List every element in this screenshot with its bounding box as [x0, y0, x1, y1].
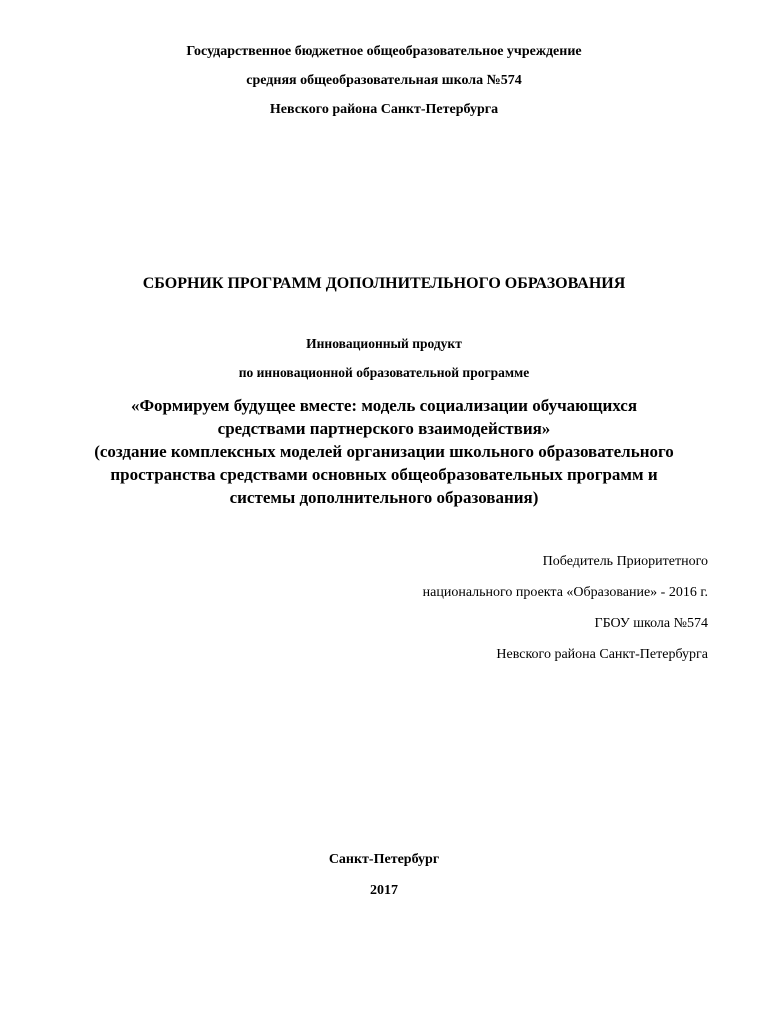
institution-line-1: Государственное бюджетное общеобразовательное учреждение	[186, 44, 582, 59]
theme-line-1: «Формируем будущее вместе: модель социализации обучающихся	[130, 396, 638, 415]
institution-line-2: средняя общеобразовательная школа №574	[246, 73, 522, 88]
award-line-1: Победитель Приоритетного	[542, 554, 708, 569]
footer-city: Санкт-Петербург	[328, 852, 440, 867]
document-title: СБОРНИК ПРОГРАММ ДОПОЛНИТЕЛЬНОГО ОБРАЗОВАНИЯ	[142, 275, 626, 292]
footer-year: 2017	[370, 883, 398, 898]
award-line-3: ГБОУ школа №574	[594, 616, 708, 631]
theme-line-3: (создание комплексных моделей организации школьного образовательного	[94, 442, 674, 461]
subtitle-line-2: по инновационной образовательной программе	[238, 365, 530, 380]
theme-line-5: системы дополнительного образования)	[229, 488, 539, 507]
award-line-4: Невского района Санкт-Петербурга	[496, 647, 708, 662]
subtitle-line-1: Инновационный продукт	[306, 336, 462, 351]
theme-line-4: пространства средствами основных общеобразовательных программ и	[110, 465, 658, 484]
institution-line-3: Невского района Санкт-Петербурга	[269, 102, 499, 117]
award-line-2: национального проекта «Образование» - 2016 г.	[422, 585, 708, 600]
theme-line-2: средствами партнерского взаимодействия»	[217, 419, 551, 438]
